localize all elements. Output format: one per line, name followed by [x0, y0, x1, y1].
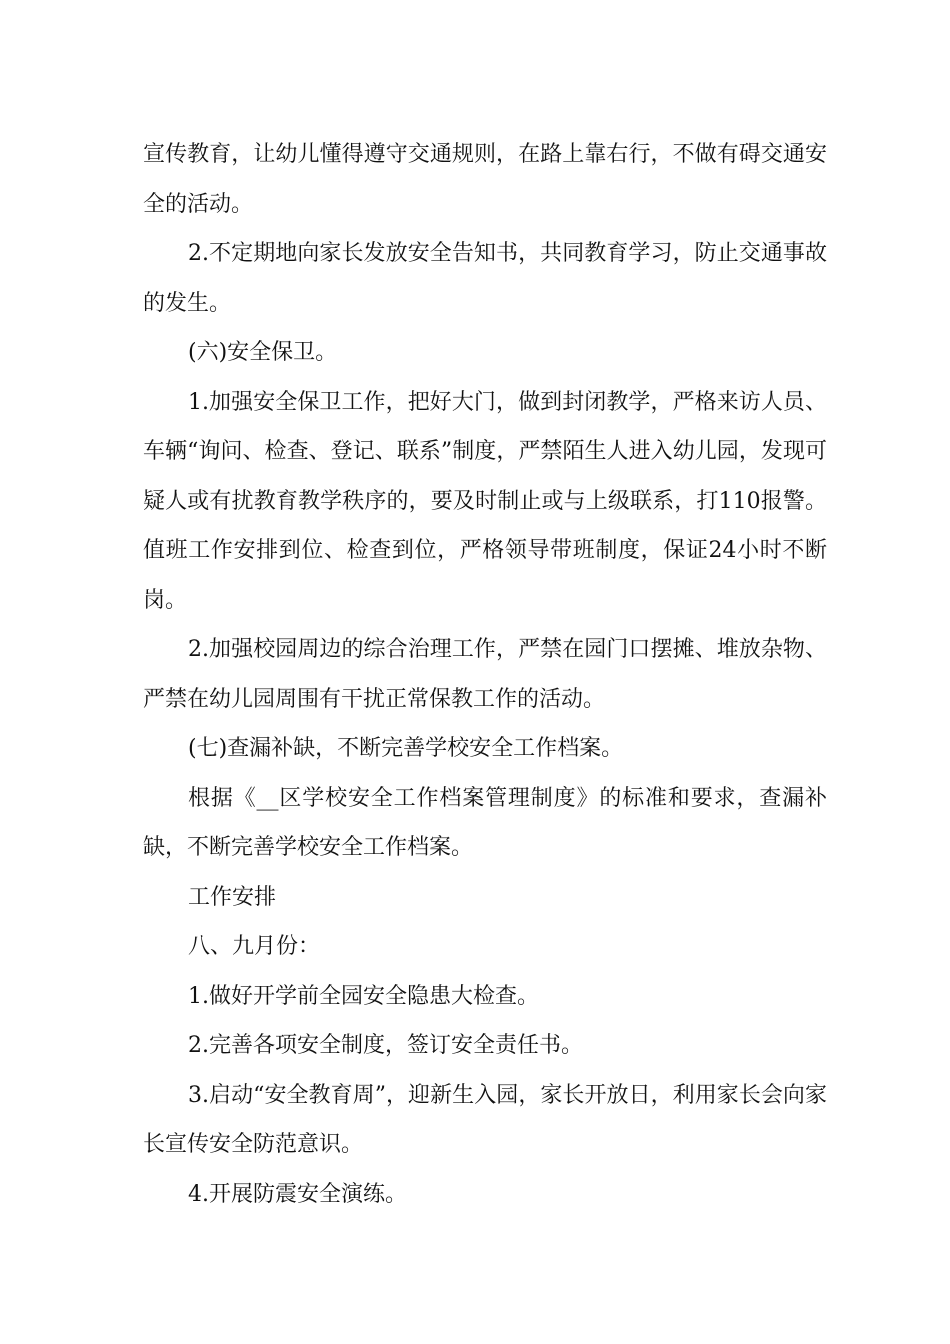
paragraph-archives: 根据《__区学校安全工作档案管理制度》的标准和要求，查漏补缺，不断完善学校安全工作档案。 — [143, 785, 827, 860]
section-heading-security: (六)安全保卫。 — [188, 340, 338, 365]
list-item-safety-week: 3.启动“安全教育周”，迎新生入园，家长开放日，利用家长会向家长宣传安全防范意识。 — [143, 1082, 827, 1157]
section-heading-work-plan: 工作安排 — [188, 884, 277, 910]
list-item-earthquake-drill: 4.开展防震安全演练。 — [188, 1181, 407, 1207]
paragraph-security-gate: 1.加强安全保卫工作，把好大门，做到封闭教学，严格来访人员、车辆“询问、检查、登记、联系”制度，严禁陌生人进入幼儿园，发现可疑人或有扰教育教学秩序的，要及时制止或与上级联系，打110报警。值班工作安排到位、检查到位，严格领导带班制度，保证24小时不断岗。 — [143, 389, 827, 613]
list-item-inspection: 1.做好开学前全园安全隐患大检查。 — [188, 983, 539, 1009]
paragraph-traffic-education: 宣传教育，让幼儿懂得遵守交通规则，在路上靠右行，不做有碍交通安全的活动。 — [143, 142, 827, 217]
section-heading-archives: (七)查漏补缺，不断完善学校安全工作档案。 — [188, 736, 624, 761]
document-page — [143, 130, 827, 1219]
paragraph-campus-surroundings: 2.加强校园周边的综合治理工作，严禁在园门口摆摊、堆放杂物、严禁在幼儿园周围有干扰正常保教工作的活动。 — [143, 637, 827, 712]
month-heading-aug-sep: 八、九月份： — [188, 934, 321, 959]
list-item-regulations: 2.完善各项安全制度，签订安全责任书。 — [188, 1033, 583, 1058]
paragraph-safety-notice: 2.不定期地向家长发放安全告知书，共同教育学习，防止交通事故的发生。 — [143, 241, 827, 316]
